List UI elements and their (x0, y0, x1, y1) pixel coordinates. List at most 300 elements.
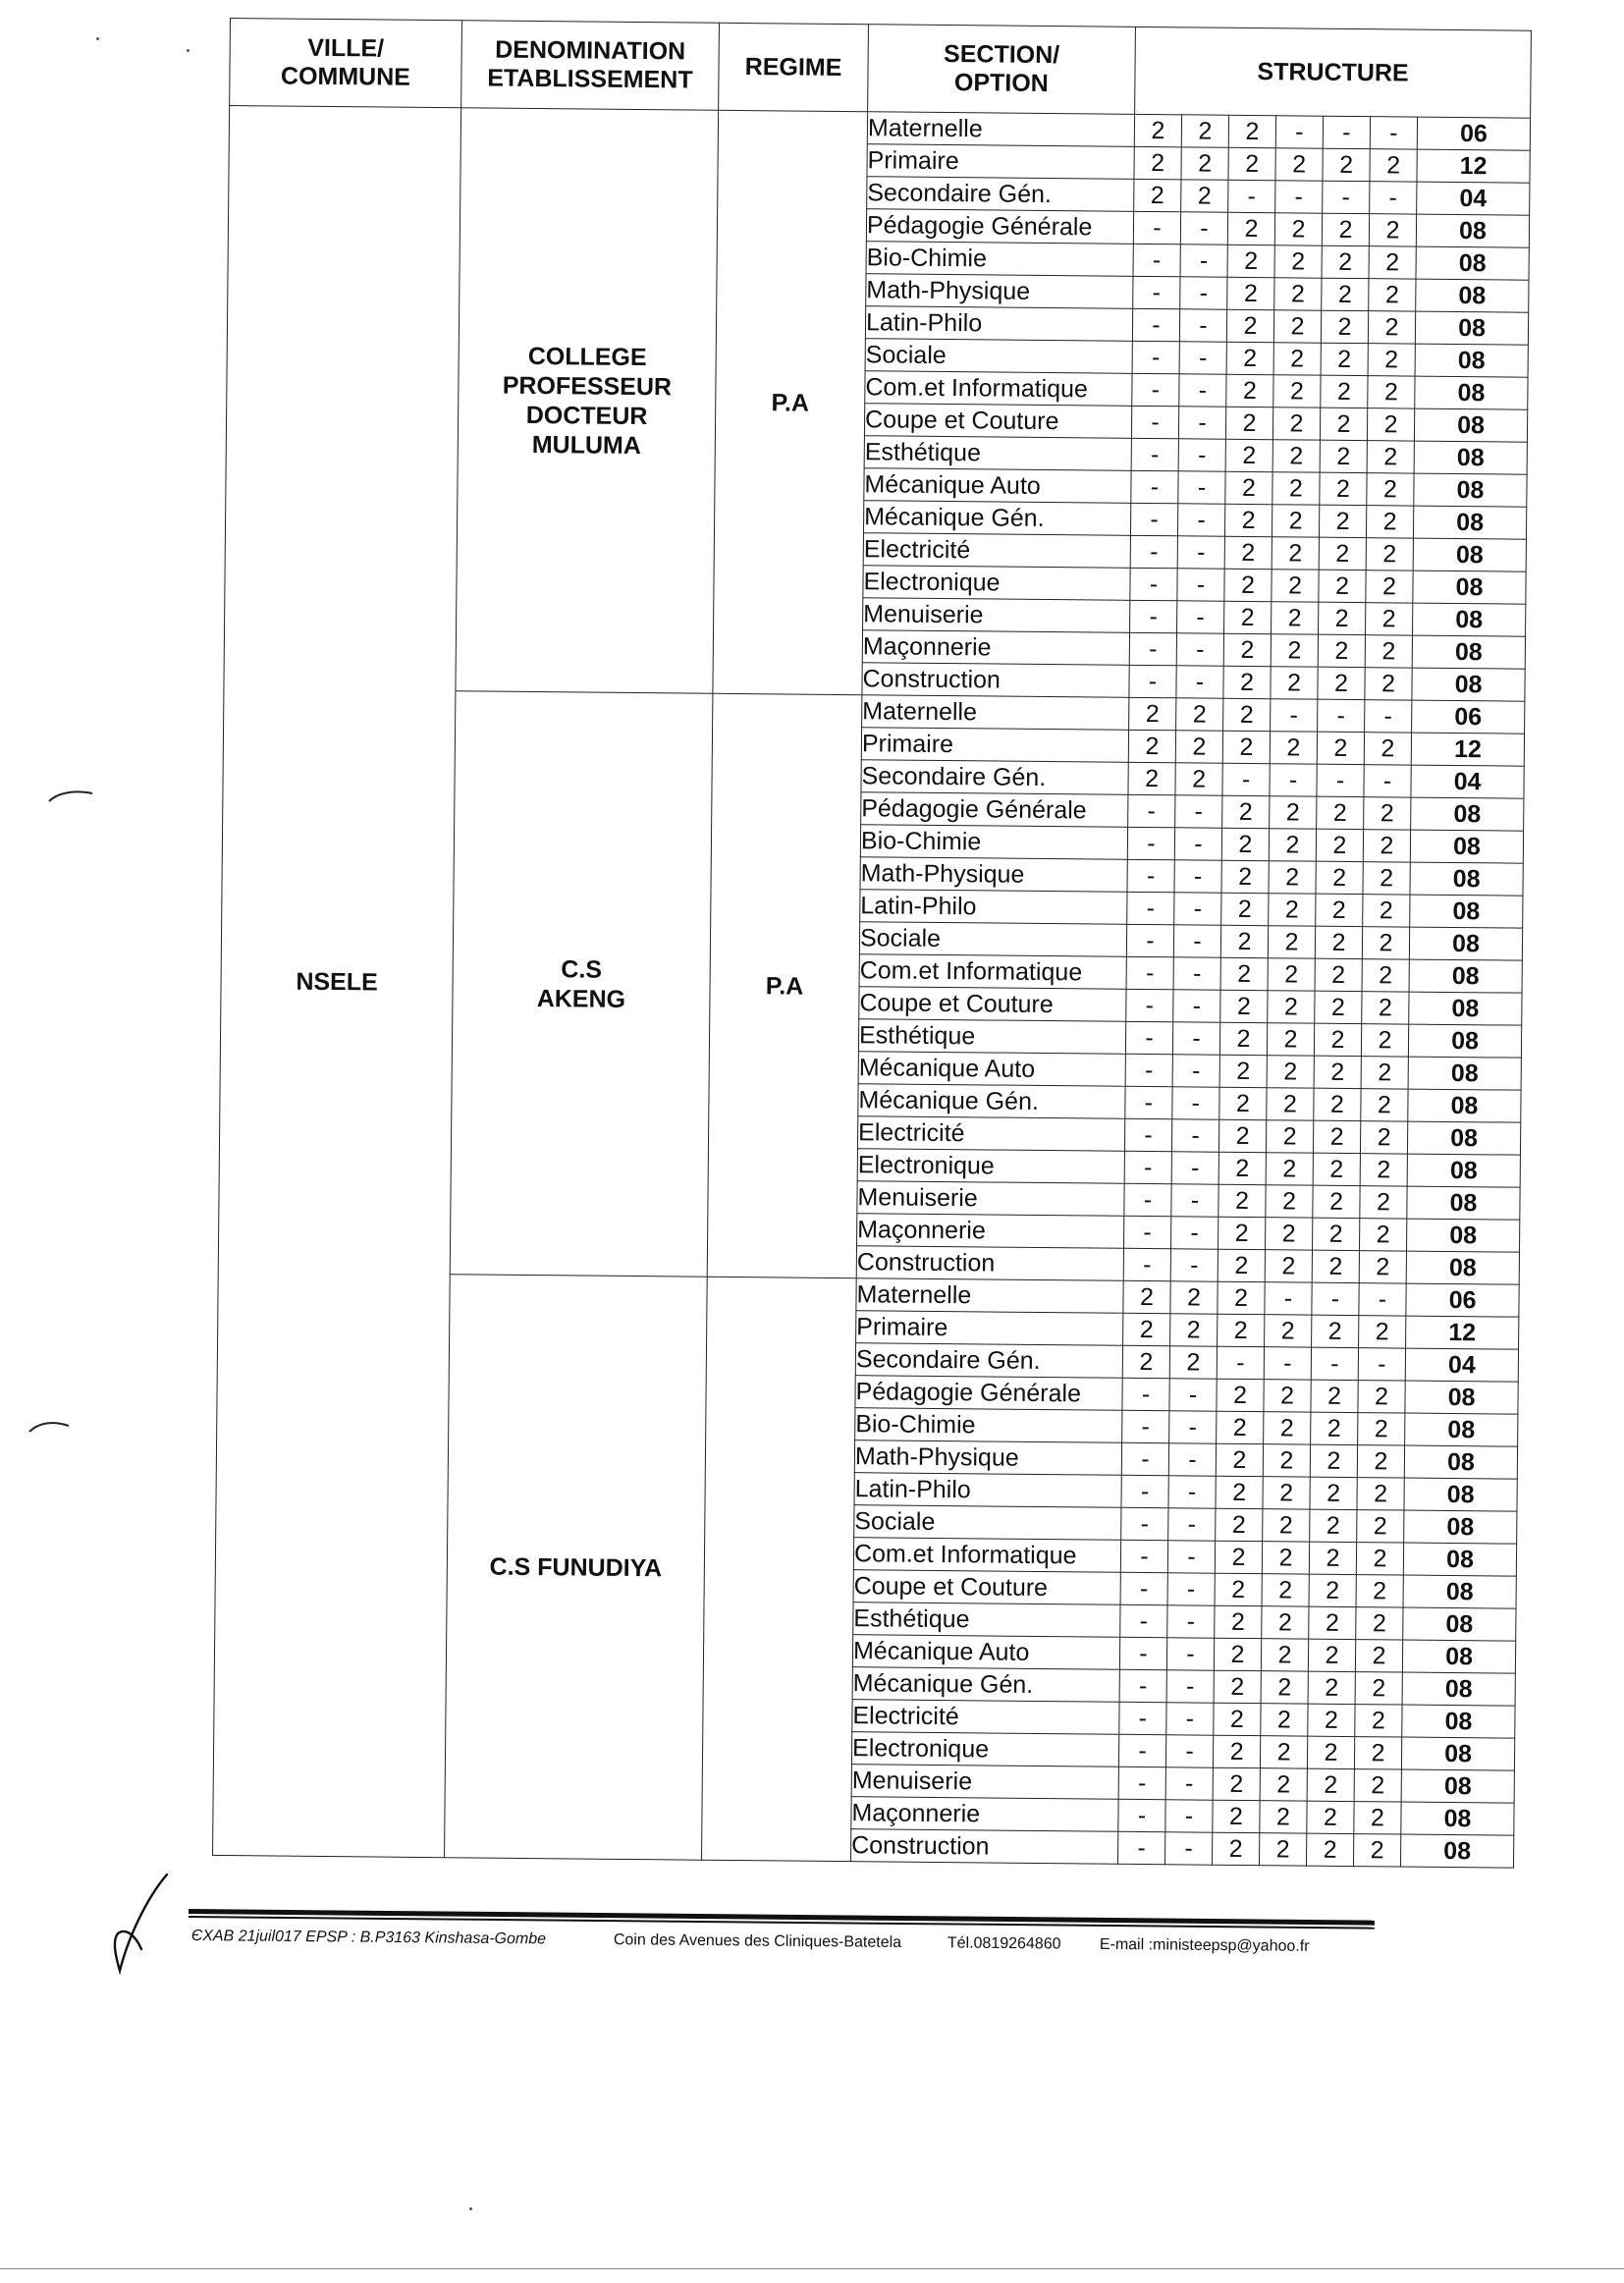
class-count-cell: 2 (1223, 666, 1271, 698)
class-count-cell: 2 (1223, 633, 1271, 666)
total-cell: 08 (1415, 376, 1528, 409)
class-count-cell: 2 (1213, 1767, 1260, 1800)
class-count-cell: 2 (1214, 1703, 1261, 1735)
class-count-cell: - (1173, 925, 1220, 957)
class-count-cell: 2 (1216, 1443, 1263, 1476)
class-count-cell: 2 (1273, 375, 1321, 408)
section-cell: Mécanique Auto (864, 468, 1131, 504)
section-cell: Construction (862, 663, 1129, 698)
class-count-cell: 2 (1367, 441, 1414, 473)
class-count-cell: - (1133, 276, 1180, 308)
total-cell: 08 (1408, 1089, 1521, 1122)
class-count-cell: 2 (1366, 506, 1413, 538)
total-cell: 08 (1407, 1121, 1520, 1155)
class-count-cell: 2 (1363, 830, 1410, 862)
class-count-cell: 2 (1220, 925, 1268, 957)
class-count-cell: 2 (1357, 1478, 1404, 1510)
class-count-cell: - (1172, 1022, 1219, 1055)
class-count-cell: 2 (1313, 1120, 1360, 1153)
class-count-cell: 2 (1272, 472, 1320, 505)
section-cell: Electronique (857, 1149, 1124, 1184)
class-count-cell: - (1323, 116, 1370, 148)
regime-cell: P.A (707, 693, 862, 1277)
class-count-cell: 2 (1169, 1346, 1217, 1379)
class-count-cell: 2 (1355, 1640, 1402, 1672)
class-count-cell: 2 (1361, 1024, 1408, 1057)
total-cell: 08 (1413, 506, 1526, 539)
class-count-cell: 2 (1221, 860, 1269, 893)
class-count-cell: - (1217, 1346, 1264, 1379)
class-count-cell: - (1129, 665, 1176, 697)
class-count-cell: 2 (1355, 1672, 1402, 1705)
section-cell: Secondaire Gén. (861, 760, 1128, 795)
total-cell: 08 (1402, 1672, 1515, 1706)
class-count-cell: 2 (1361, 1057, 1408, 1089)
class-count-cell: - (1180, 277, 1227, 309)
class-count-cell: 2 (1307, 1768, 1354, 1801)
class-count-cell: - (1172, 1087, 1219, 1119)
class-count-cell: - (1127, 827, 1174, 859)
section-cell: Bio-Chimie (866, 242, 1133, 277)
header-ville-label: VILLE/ COMMUNE (280, 33, 411, 91)
class-count-cell: 2 (1306, 1833, 1353, 1866)
total-cell: 12 (1411, 733, 1524, 766)
class-count-cell: - (1121, 1507, 1168, 1540)
total-cell: 06 (1417, 117, 1530, 150)
class-count-cell: - (1167, 1605, 1215, 1638)
class-count-cell: 2 (1218, 1217, 1266, 1249)
class-count-cell: 2 (1181, 147, 1228, 180)
class-count-cell: 2 (1273, 310, 1321, 343)
class-count-cell: 2 (1123, 1280, 1170, 1313)
total-cell: 08 (1408, 1057, 1521, 1090)
class-count-cell: 2 (1222, 795, 1270, 828)
class-count-cell: 2 (1363, 895, 1410, 927)
total-cell: 08 (1401, 1769, 1514, 1803)
class-count-cell: - (1177, 536, 1224, 569)
class-count-cell: 2 (1357, 1510, 1404, 1543)
class-count-cell: - (1133, 244, 1180, 276)
section-cell: Electronique (863, 566, 1130, 601)
class-count-cell: - (1228, 180, 1275, 212)
class-count-cell: 2 (1360, 1186, 1407, 1219)
total-cell: 06 (1406, 1283, 1519, 1317)
class-count-cell: 2 (1227, 277, 1274, 309)
class-count-cell: 2 (1360, 1121, 1407, 1154)
class-count-cell: 2 (1309, 1542, 1356, 1574)
class-count-cell: - (1179, 309, 1226, 342)
signature-mark (106, 1871, 175, 1979)
establishment-name: C.S AKENG (450, 691, 713, 1277)
class-count-cell: 2 (1313, 1218, 1360, 1250)
class-count-cell: 2 (1269, 861, 1316, 894)
class-count-cell: 2 (1228, 147, 1275, 180)
class-count-cell: 2 (1259, 1833, 1306, 1866)
class-count-cell: 2 (1312, 1250, 1359, 1282)
class-count-cell: - (1359, 1283, 1406, 1316)
section-cell: Sociale (865, 339, 1132, 374)
class-count-cell: 2 (1218, 1314, 1265, 1346)
total-cell: 08 (1414, 473, 1527, 507)
scan-dot-3 (469, 2207, 472, 2210)
section-cell: Com.et Informatique (865, 371, 1132, 407)
class-count-cell: - (1166, 1703, 1214, 1735)
class-count-cell: 2 (1310, 1509, 1357, 1542)
class-count-cell: 2 (1268, 991, 1315, 1023)
section-cell: Menuiserie (857, 1181, 1124, 1217)
section-cell: Com.et Informatique (853, 1538, 1120, 1573)
class-count-cell: 2 (1316, 829, 1363, 861)
class-count-cell: 2 (1134, 146, 1181, 179)
class-count-cell: - (1165, 1800, 1213, 1832)
class-count-cell: 2 (1213, 1735, 1260, 1767)
section-cell: Menuiserie (863, 598, 1130, 633)
class-count-cell: 2 (1218, 1184, 1266, 1217)
class-count-cell: - (1264, 1347, 1311, 1380)
class-count-cell: 2 (1321, 343, 1368, 375)
class-count-cell: 2 (1356, 1543, 1403, 1575)
class-count-cell: - (1178, 471, 1225, 504)
class-count-cell: 2 (1309, 1574, 1356, 1606)
total-cell: 08 (1414, 441, 1527, 474)
class-count-cell: - (1123, 1248, 1170, 1280)
class-count-cell: 2 (1181, 180, 1228, 212)
section-cell: Electricité (852, 1700, 1119, 1735)
class-count-cell: - (1175, 795, 1222, 828)
section-cell: Pédagogie Générale (855, 1376, 1122, 1411)
class-count-cell: - (1178, 439, 1225, 471)
class-count-cell: 2 (1320, 408, 1367, 440)
class-count-cell: - (1177, 601, 1224, 633)
class-count-cell: 2 (1362, 927, 1409, 959)
class-count-cell: - (1133, 211, 1180, 244)
class-count-cell: 2 (1357, 1445, 1404, 1478)
class-count-cell: - (1174, 860, 1221, 893)
class-count-cell: 2 (1170, 1314, 1218, 1346)
class-count-cell: 2 (1217, 1379, 1264, 1411)
class-count-cell: 2 (1181, 115, 1228, 147)
section-cell: Maçonnerie (857, 1214, 1124, 1249)
scan-mark-1 (47, 786, 94, 805)
total-cell: 08 (1414, 408, 1527, 442)
class-count-cell: 2 (1265, 1250, 1312, 1282)
class-count-cell: 2 (1369, 279, 1416, 311)
class-count-cell: - (1179, 342, 1226, 374)
class-count-cell: 2 (1367, 473, 1414, 506)
class-count-cell: 2 (1262, 1542, 1309, 1574)
section-cell: Mécanique Auto (852, 1635, 1119, 1670)
total-cell: 08 (1410, 895, 1523, 928)
class-count-cell: 2 (1266, 1185, 1313, 1218)
class-count-cell: - (1130, 503, 1177, 535)
class-count-cell: - (1126, 924, 1173, 956)
class-count-cell: - (1121, 1442, 1168, 1475)
class-count-cell: 2 (1175, 731, 1222, 763)
class-count-cell: 2 (1216, 1476, 1263, 1508)
class-count-cell: 2 (1213, 1800, 1260, 1832)
class-count-cell: 2 (1359, 1316, 1406, 1348)
class-count-cell: 2 (1358, 1413, 1405, 1445)
regime-cell: P.A (713, 110, 868, 694)
total-cell: 08 (1404, 1478, 1517, 1511)
class-count-cell: 2 (1363, 862, 1410, 895)
class-count-cell: 2 (1122, 1345, 1169, 1378)
class-count-cell: 2 (1128, 730, 1175, 762)
scan-dot-2 (187, 49, 189, 52)
total-cell: 04 (1417, 182, 1530, 215)
table-header-row (230, 19, 1532, 119)
section-cell: Coupe et Couture (864, 404, 1131, 439)
class-count-cell: - (1120, 1572, 1167, 1604)
class-count-cell: 2 (1362, 959, 1409, 992)
class-count-cell: - (1265, 1282, 1312, 1315)
header-section (868, 25, 1136, 115)
section-cell: Construction (851, 1829, 1118, 1865)
total-cell: 08 (1401, 1802, 1514, 1835)
class-count-cell: 2 (1368, 311, 1415, 344)
class-count-cell: - (1125, 1021, 1172, 1054)
class-count-cell: 2 (1265, 1315, 1312, 1347)
section-cell: Com.et Informatique (859, 954, 1126, 990)
class-count-cell: 2 (1176, 698, 1223, 731)
class-count-cell: 2 (1266, 1120, 1313, 1153)
class-count-cell: - (1126, 956, 1173, 989)
total-cell: 04 (1411, 765, 1524, 798)
class-count-cell: 2 (1175, 763, 1222, 795)
section-cell: Maternelle (867, 112, 1134, 147)
class-count-cell: 2 (1227, 245, 1274, 277)
class-count-cell: - (1167, 1573, 1215, 1605)
class-count-cell: 2 (1267, 1088, 1314, 1120)
class-count-cell: - (1131, 438, 1178, 470)
ville-cell: NSELE (213, 106, 461, 1858)
section-cell: Sociale (854, 1505, 1121, 1541)
footer-ref: ЄXAB 21juil017 EPSP : B.P3163 Kinshasa-Gombe (190, 1928, 547, 1948)
class-count-cell: 2 (1224, 601, 1272, 633)
total-cell: 08 (1406, 1219, 1519, 1252)
class-count-cell: 2 (1221, 893, 1269, 925)
class-count-cell: 2 (1224, 569, 1272, 601)
class-count-cell: - (1275, 181, 1323, 213)
total-cell: 08 (1402, 1705, 1515, 1738)
class-count-cell: 2 (1264, 1380, 1311, 1412)
class-count-cell: 2 (1353, 1834, 1400, 1867)
class-count-cell: 2 (1226, 374, 1273, 407)
class-count-cell: 2 (1361, 1089, 1408, 1121)
class-count-cell: 2 (1212, 1832, 1259, 1865)
class-count-cell: 2 (1263, 1509, 1310, 1542)
class-count-cell: 2 (1269, 894, 1316, 926)
class-count-cell: 2 (1272, 440, 1320, 472)
class-count-cell: 2 (1319, 602, 1366, 634)
section-cell: Latin-Philo (860, 890, 1127, 925)
class-count-cell: 2 (1129, 697, 1176, 730)
class-count-cell: 2 (1227, 212, 1274, 245)
total-cell: 08 (1416, 214, 1529, 247)
class-count-cell: - (1124, 1118, 1171, 1151)
section-cell: Math-Physique (854, 1440, 1121, 1476)
class-count-cell: 2 (1322, 213, 1369, 245)
total-cell: 08 (1409, 992, 1522, 1025)
class-count-cell: - (1311, 1347, 1358, 1380)
section-cell: Electricité (863, 533, 1130, 569)
class-count-cell: 2 (1365, 668, 1412, 700)
regime-cell (702, 1277, 857, 1861)
class-count-cell: 2 (1311, 1412, 1358, 1444)
section-cell: Maçonnerie (851, 1797, 1118, 1832)
class-count-cell: 2 (1215, 1573, 1262, 1605)
class-count-cell: - (1118, 1734, 1165, 1767)
class-count-cell: 2 (1354, 1802, 1401, 1834)
section-cell: Pédagogie Générale (861, 792, 1128, 828)
class-count-cell: 2 (1316, 861, 1363, 894)
class-count-cell: 2 (1308, 1704, 1355, 1736)
total-cell: 08 (1409, 927, 1522, 960)
total-cell: 08 (1407, 1186, 1520, 1220)
class-count-cell: - (1122, 1378, 1169, 1410)
total-cell: 08 (1405, 1413, 1518, 1446)
class-count-cell: 2 (1356, 1575, 1403, 1607)
class-count-cell: - (1118, 1767, 1165, 1799)
class-count-cell: - (1171, 1184, 1218, 1217)
class-count-cell: 2 (1312, 1315, 1359, 1347)
class-count-cell: 2 (1311, 1380, 1358, 1412)
class-count-cell: 2 (1215, 1605, 1262, 1638)
class-count-cell: - (1180, 245, 1227, 277)
class-count-cell: - (1169, 1379, 1217, 1411)
class-count-cell: 2 (1263, 1444, 1310, 1477)
total-cell: 08 (1403, 1575, 1516, 1608)
class-count-cell: - (1132, 308, 1179, 341)
class-count-cell: - (1317, 764, 1364, 796)
class-count-cell: 2 (1307, 1736, 1354, 1768)
class-count-cell: 2 (1223, 698, 1271, 731)
section-cell: Construction (856, 1246, 1123, 1281)
class-count-cell: 2 (1262, 1606, 1309, 1639)
class-count-cell: - (1120, 1604, 1167, 1637)
class-count-cell: - (1180, 212, 1227, 245)
class-count-cell: - (1370, 117, 1417, 149)
total-cell: 08 (1410, 830, 1523, 863)
class-count-cell: - (1165, 1767, 1213, 1800)
section-cell: Menuiserie (851, 1765, 1118, 1800)
class-count-cell: 2 (1274, 278, 1322, 310)
class-count-cell: - (1168, 1443, 1216, 1476)
class-count-cell: 2 (1319, 505, 1366, 537)
total-cell: 08 (1411, 797, 1524, 831)
class-count-cell: - (1174, 893, 1221, 925)
class-count-cell: 2 (1367, 408, 1414, 441)
footer (191, 1928, 1370, 1969)
class-count-cell: 2 (1308, 1639, 1355, 1671)
class-count-cell: 2 (1214, 1670, 1261, 1703)
class-count-cell: 2 (1261, 1639, 1308, 1671)
class-count-cell: 2 (1314, 1088, 1361, 1120)
class-count-cell: 2 (1364, 797, 1411, 830)
class-count-cell: 2 (1219, 1087, 1267, 1119)
class-count-cell: 2 (1224, 504, 1272, 536)
class-count-cell: 2 (1261, 1671, 1308, 1704)
class-count-cell: 2 (1354, 1737, 1401, 1769)
class-count-cell: - (1164, 1832, 1212, 1865)
section-cell: Coupe et Couture (859, 987, 1126, 1022)
class-count-cell: 2 (1262, 1574, 1309, 1606)
class-count-cell: - (1119, 1637, 1166, 1669)
class-count-cell: 2 (1225, 471, 1272, 504)
class-count-cell: 2 (1274, 213, 1322, 245)
class-count-cell: 2 (1309, 1606, 1356, 1639)
class-count-cell: - (1168, 1476, 1216, 1508)
class-count-cell: 2 (1360, 1154, 1407, 1186)
class-count-cell: 2 (1271, 667, 1318, 699)
section-cell: Primaire (856, 1311, 1123, 1346)
section-cell: Esthétique (853, 1603, 1120, 1638)
class-count-cell: - (1179, 374, 1226, 407)
footer-phone: Tél.0819264860 (947, 1934, 1061, 1953)
class-count-cell: 2 (1267, 1023, 1314, 1056)
class-count-cell: 2 (1362, 992, 1409, 1024)
class-count-cell: 2 (1317, 732, 1364, 764)
total-cell: 08 (1400, 1834, 1513, 1868)
class-count-cell: 2 (1214, 1638, 1261, 1670)
class-count-cell: - (1166, 1638, 1214, 1670)
class-count-cell: 2 (1368, 376, 1415, 408)
class-count-cell: - (1173, 957, 1220, 990)
class-count-cell: 2 (1224, 536, 1272, 569)
class-count-cell: - (1117, 1831, 1164, 1864)
total-cell: 08 (1408, 1024, 1521, 1058)
total-cell: 08 (1416, 246, 1529, 280)
class-count-cell: 2 (1219, 1055, 1267, 1087)
total-cell: 08 (1410, 862, 1523, 896)
section-cell: Pédagogie Générale (866, 209, 1133, 245)
class-count-cell: 2 (1275, 148, 1323, 181)
class-count-cell: 2 (1261, 1704, 1308, 1736)
class-count-cell: 2 (1321, 375, 1368, 408)
class-count-cell: 2 (1368, 344, 1415, 376)
class-count-cell: 2 (1315, 991, 1362, 1023)
class-count-cell: 2 (1215, 1541, 1262, 1573)
class-count-cell: 2 (1266, 1153, 1313, 1185)
class-count-cell: 2 (1315, 958, 1362, 991)
class-count-cell: - (1169, 1411, 1217, 1443)
class-count-cell: 2 (1313, 1185, 1360, 1218)
class-count-cell: - (1132, 341, 1179, 373)
class-count-cell: 2 (1307, 1801, 1354, 1833)
total-cell: 08 (1409, 959, 1522, 993)
structure-table (212, 18, 1532, 1869)
class-count-cell: 2 (1322, 278, 1369, 310)
class-count-cell: - (1128, 794, 1175, 827)
class-count-cell: - (1222, 763, 1270, 795)
class-count-cell: - (1131, 406, 1178, 438)
class-count-cell: - (1118, 1799, 1165, 1831)
class-count-cell: - (1132, 373, 1179, 406)
section-cell: Latin-Philo (865, 306, 1132, 342)
class-count-cell: 2 (1316, 894, 1363, 926)
class-count-cell: 2 (1369, 214, 1416, 246)
class-count-cell: 2 (1360, 1219, 1407, 1251)
section-cell: Esthétique (858, 1019, 1125, 1055)
class-count-cell: - (1166, 1670, 1214, 1703)
class-count-cell: 2 (1366, 603, 1413, 635)
class-count-cell: 2 (1315, 926, 1362, 958)
total-cell: 08 (1407, 1154, 1520, 1187)
class-count-cell: 2 (1308, 1671, 1355, 1704)
section-cell: Esthétique (864, 436, 1131, 471)
total-cell: 08 (1415, 344, 1528, 377)
class-count-cell: 2 (1218, 1281, 1265, 1314)
